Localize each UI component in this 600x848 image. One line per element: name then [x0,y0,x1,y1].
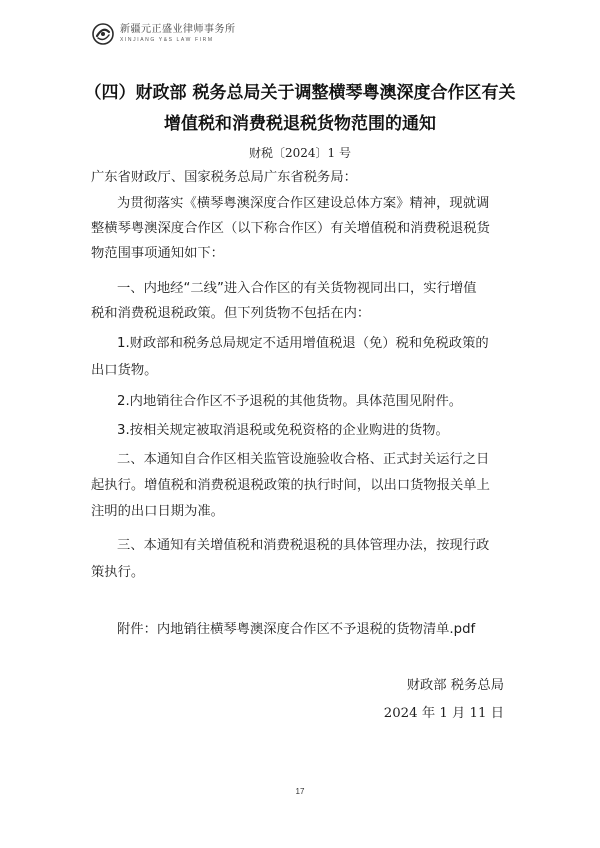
sub-item-2: 2.内地销往合作区不予退税的其他货物。具体范围见附件。 [117,394,463,409]
firm-name-chinese: 新疆元正盛业律师事务所 [120,24,236,35]
item-3-line-2: 策执行。 [91,565,145,580]
sub-item-1-line-1: 1.财政部和税务总局规定不适用增值税退（免）税和免税政策的 [117,336,489,351]
page-number: 17 [295,787,305,796]
item-1-line-2: 税和消费税退税政策。但下列货物不包括在内： [91,306,371,321]
intro-line-3: 物范围事项通知如下： [91,246,224,261]
item-1-line-1: 一、内地经“二线”进入合作区的有关货物视同出口，实行增值 [117,281,477,296]
sub-item-1-line-2: 出口货物。 [91,363,158,378]
document-header [92,20,236,48]
firm-name [120,25,236,43]
issue-date: 2024 年 1 月 11 日 [383,706,504,721]
document-number: 财税〔2024〕1 号 [249,146,351,160]
item-2-line-1: 二、本通知自合作区相关监管设施验收合格、正式封关运行之日 [117,452,490,467]
addressee: 广东省财政厅、国家税务总局广东省税务局： [91,170,357,185]
issuer-signature: 财政部 税务总局 [406,678,504,693]
firm-logo-icon [92,23,114,45]
item-2-line-3: 注明的出口日期为准。 [91,504,224,519]
notice-title-line-2: 增值税和消费税退税货物范围的通知 [164,114,436,134]
intro-line-2: 整横琴粤澳深度合作区（以下称合作区）有关增值税和消费税退税货 [91,221,490,236]
firm-name-english: XINJIANG Y&S LAW FIRM [120,37,214,43]
attachment-link[interactable]: 附件：内地销往横琴粤澳深度合作区不予退税的货物清单.pdf [117,622,476,637]
intro-line-1: 为贯彻落实《横琴粤澳深度合作区建设总体方案》精神，现就调 [117,196,490,211]
sub-item-3: 3.按相关规定被取消退税或免税资格的企业购进的货物。 [117,423,449,438]
notice-title-line-1: （四）财政部 税务总局关于调整横琴粤澳深度合作区有关 [84,83,516,103]
item-2-line-2: 起执行。增值税和消费税退税政策的执行时间，以出口货物报关单上 [91,478,490,493]
item-3-line-1: 三、本通知有关增值税和消费税退税的具体管理办法，按现行政 [117,538,490,553]
